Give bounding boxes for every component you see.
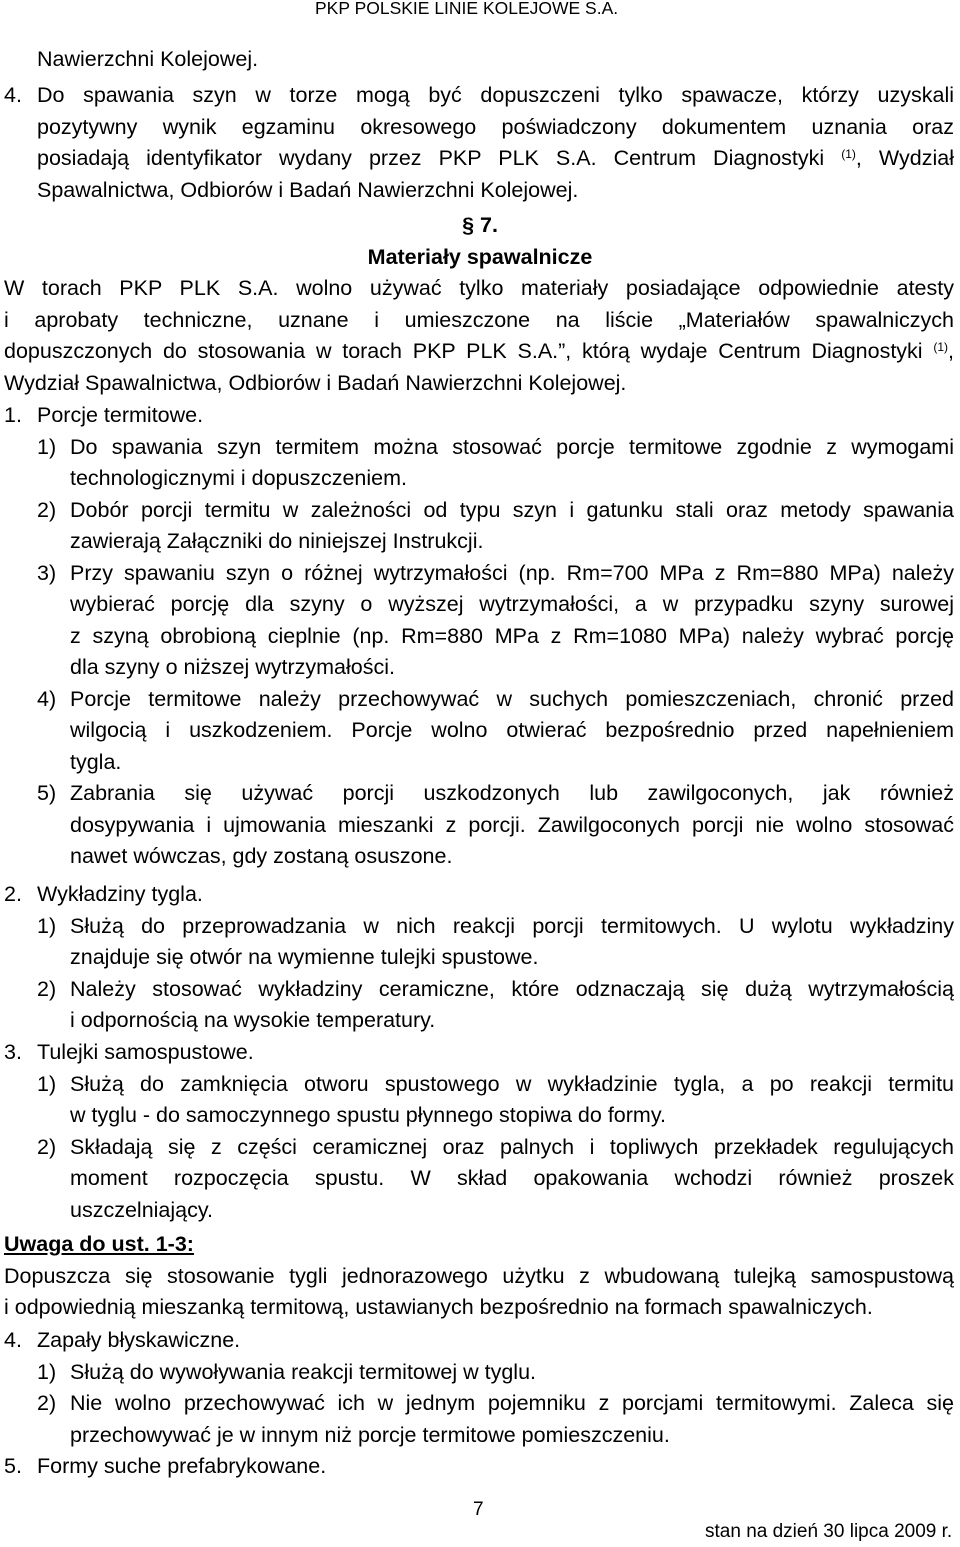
list-item: 5) Zabrania się używać porcji uszkodzonych lub zawilgoconych, jak również dosypywania i ujmowania mieszanki z porcji. Zawilgoconych porcji nie wolno stosować nawet wówczas, gdy zostaną osuszone. — [37, 781, 954, 868]
continued-paragraph — [0, 44, 960, 76]
list-item: 4) Porcje termitowe należy przechowywać w suchych pomieszczeniach, chronić przed wilgocią i uszkodzeniem. Porcje wolno otwierać bezpośrednio przed napełnieniem tygla. — [37, 686, 954, 774]
subsection-heading: 1. Porcje termitowe. — [4, 403, 204, 427]
page-number: 7 — [473, 1499, 484, 1520]
intro-paragraph — [0, 273, 954, 399]
revision-date: stan na dzień 30 lipca 2009 r. — [705, 1521, 953, 1542]
subsection-heading: 2. Wykładziny tygla. — [4, 882, 203, 906]
list-item: 2) Składają się z części ceramicznej oraz palnych i topliwych przekładek regulujących moment rozpoczęcia spustu. W skład opakowania wchodzi również proszek uszczelniający. — [37, 1134, 954, 1222]
note-block — [0, 1229, 954, 1324]
text-line: Nawierzchni Kolejowej. — [37, 47, 259, 71]
subsection-heading: 3. Tulejki samospustowe. — [4, 1040, 254, 1064]
text-line: Do spawania szyn w torze mogą być dopuszczeni tylko spawacze, którzy uzyskali — [37, 83, 954, 107]
section-heading — [0, 210, 960, 273]
text-line: Spawalnictwa, Odbiorów i Badań Nawierzchni Kolejowej. — [37, 177, 579, 202]
subsection-3 — [0, 1037, 960, 1226]
subsection-4 — [0, 1325, 960, 1483]
list-item: 1) Do spawania szyn termitem można stosować porcje termitowe zgodnie z wymogami technologicznymi i dopuszczeniem. — [37, 434, 954, 490]
footnote-ref: (1) — [841, 147, 856, 161]
note-title: Uwaga do ust. 1-3: — [4, 1232, 194, 1256]
footnote-ref: (1) — [933, 340, 949, 354]
list-item: 2) Nie wolno przechowywać ich w jednym pojemniku z porcjami termitowymi. Zaleca się przechowywać je w innym niż porcje termitowe pomieszczeniu. — [37, 1391, 954, 1447]
subsection-2 — [0, 879, 960, 1037]
list-item-4 — [0, 80, 960, 206]
text-line: i aprobaty techniczne, uznane i umieszczone na liście „Materiałów spawalniczych — [4, 307, 954, 332]
text-line: pozytywny wynik egzaminu okresowego poświadczony dokumentem uznania oraz — [37, 114, 954, 139]
text-line: W torach PKP PLK S.A. wolno używać tylko materiały posiadające odpowiednie atesty — [4, 276, 954, 300]
subsection-heading-5: 5. Formy suche prefabrykowane. — [4, 1454, 327, 1478]
list-item: 2) Dobór porcji termitu w zależności od typu szyn i gatunku stali oraz metody spawania zawierają Załączniki do niniejszej Instrukcji. — [37, 497, 954, 553]
list-item: 3) Przy spawaniu szyn o różnej wytrzymałości (np. Rm=700 MPa z Rm=880 MPa) należy wybierać porcję dla szyny o wyższej wytrzymałości, a w przypadku szyny surowej z szyną obrobioną cieplnie (np. Rm=880 MPa z Rm=1080 MPa) należy wybrać porcję dla szyny o niższej wytrzymałości. — [37, 560, 954, 679]
subsection-1 — [0, 400, 960, 873]
text-line: Dopuszcza się stosowanie tygli jednorazowego użytku z wbudowaną tulejką samospustową — [4, 1263, 954, 1288]
list-item: 1) Służą do wywoływania reakcji termitowej w tyglu. — [37, 1359, 537, 1384]
text-line: dopuszczonych do stosowania w torach PKP PLK S.A.”, którą wydaje Centrum Diagnostyki $^{(1)}$, — [4, 339, 954, 363]
list-item: 2) Należy stosować wykładziny ceramiczne, które odznaczają się dużą wytrzymałością i odpornością na wysokie temperatury. — [37, 976, 954, 1032]
subsection-heading: 4. Zapały błyskawiczne. — [4, 1328, 241, 1352]
list-item: 1) Służą do zamknięcia otworu spustowego w wykładzinie tygla, a po reakcji termitu w tyglu - do samoczynnego spustu płynnego stopiwa do formy. — [37, 1071, 954, 1127]
text-line: i odpowiednią mieszanką termitową, ustawianych bezpośrednio na formach spawalniczych. — [4, 1295, 873, 1319]
text-line: posiadają identyfikator wydany przez PKP PLK S.A. Centrum Diagnostyki $^{(1)}$, Wydział — [37, 146, 954, 170]
section-title: Materiały spawalnicze — [367, 244, 593, 269]
list-number: 4. — [4, 83, 22, 107]
text-line: Wydział Spawalnictwa, Odbiorów i Badań Nawierzchni Kolejowej. — [4, 370, 627, 395]
list-item: 1) Służą do przeprowadzania w nich reakcji porcji termitowych. U wylotu wykładziny znajduje się otwór na wymienne tulejki spustowe. — [37, 913, 954, 969]
page-header: PKP POLSKIE LINIE KOLEJOWE S.A. — [315, 0, 619, 18]
section-number: § 7. — [462, 213, 498, 237]
